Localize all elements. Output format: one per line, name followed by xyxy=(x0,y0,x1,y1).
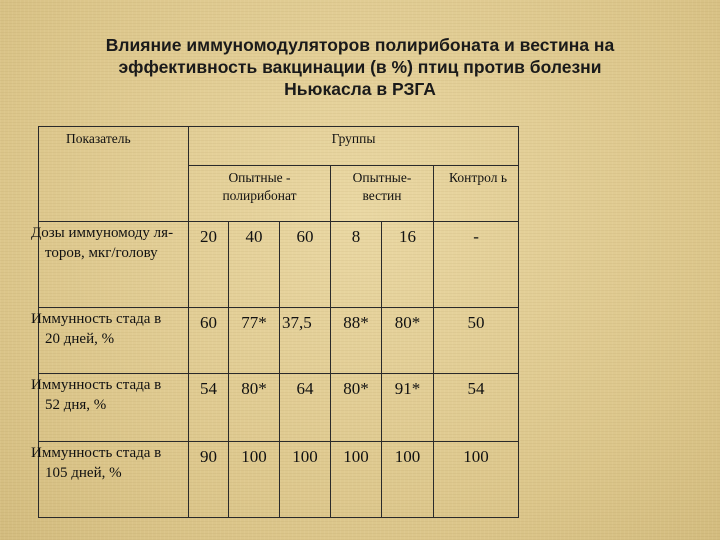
cell: 100 xyxy=(280,442,331,518)
cell: 80* xyxy=(331,374,382,442)
cell: 54 xyxy=(434,374,519,442)
cell: 100 xyxy=(331,442,382,518)
cell: 8 xyxy=(331,222,382,308)
row-label: Иммунность стада в 52 дня, % xyxy=(31,374,181,442)
header-indicator-label: Показатель xyxy=(66,131,131,146)
table-row xyxy=(39,442,519,518)
row-label: Иммунность стада в 20 дней, % xyxy=(31,308,181,374)
cell: 60 xyxy=(189,308,229,374)
cell: 90 xyxy=(189,442,229,518)
header-control: Контрол ь xyxy=(434,166,519,222)
table-row xyxy=(39,308,519,374)
cell: 88* xyxy=(331,308,382,374)
header-groups: Группы xyxy=(189,127,519,166)
cell: 40 xyxy=(229,222,280,308)
header-poly: Опытные - полирибонат xyxy=(189,166,331,222)
cell: - xyxy=(434,222,519,308)
title-line-3: Ньюкасла в РЗГА xyxy=(284,79,436,99)
cell: 100 xyxy=(229,442,280,518)
header-indicator xyxy=(39,127,189,222)
cell: 50 xyxy=(434,308,519,374)
page-title xyxy=(20,34,700,100)
cell: 100 xyxy=(382,442,434,518)
row-label: Иммунность стада в 105 дней, % xyxy=(31,442,181,518)
cell: 54 xyxy=(189,374,229,442)
row-label: Дозы иммуномоду ля-торов, мкг/голову xyxy=(31,222,181,308)
cell: 100 xyxy=(434,442,519,518)
cell: 64 xyxy=(280,374,331,442)
title-line-1: Влияние иммуномодуляторов полирибоната и вестина на xyxy=(105,35,615,55)
results-table xyxy=(31,126,519,518)
table-row xyxy=(39,374,519,442)
table-row xyxy=(39,222,519,308)
cell: 77* xyxy=(229,308,280,374)
cell: 37,5 xyxy=(280,308,331,374)
cell: 80* xyxy=(229,374,280,442)
cell: 60 xyxy=(280,222,331,308)
cell: 20 xyxy=(189,222,229,308)
cell: 91* xyxy=(382,374,434,442)
header-vestin: Опытные- вестин xyxy=(331,166,434,222)
cell: 80* xyxy=(382,308,434,374)
title-line-2: эффективность вакцинации (в %) птиц против болезни xyxy=(118,57,602,77)
cell: 16 xyxy=(382,222,434,308)
